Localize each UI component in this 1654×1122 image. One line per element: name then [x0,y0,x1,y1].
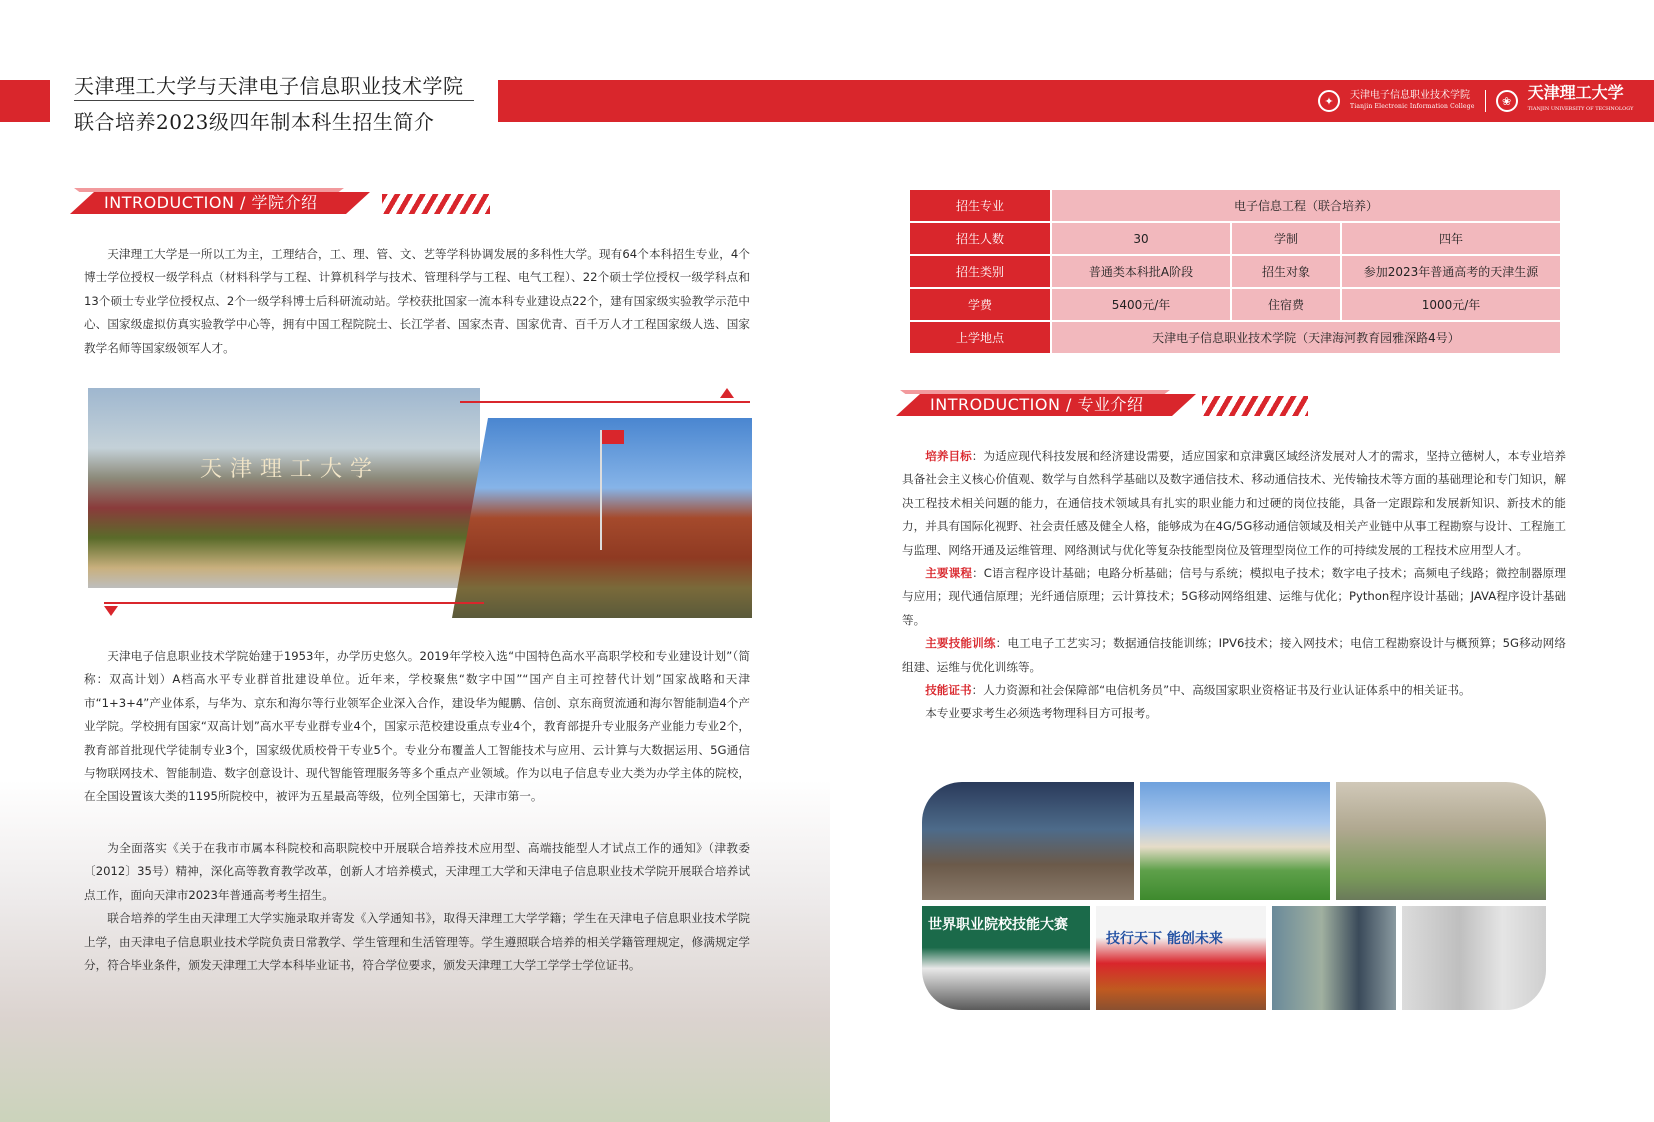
table-cell: 学制 [1231,222,1341,255]
photo-mosaic [922,782,1546,1010]
paragraph-tjut: 天津理工大学是一所以工为主，工理结合，工、理、管、文、艺等学科协调发展的多科性大学。现有64个本科招生专业，4个博士学位授权一级学科点（材料科学与工程、计算机科学与技术、管理科学与工程、电气工程）、22个硕士学位授权一级学科点和13个硕士专业学位授权点、2个一级学科博士后科研流动站。学校获批国家一流本科专业建设点22个，建有国家级实验教学示范中心、国家级虚拟仿真实验教学中心等，拥有中国工程院院士、长江学者、国家杰青、国家优青、百千万人才工程国家级人选、国家教学名师等国家级领军人才。 [84,247,750,355]
header-bar-left [0,80,50,122]
table-cell: 招生对象 [1231,255,1341,288]
paragraph-courses [902,562,1566,632]
triangle-marker-icon [720,388,734,398]
paragraph-policy: 为全面落实《关于在我市市属本科院校和高职院校中开展联合培养技术应用型、高端技能型人才试点工作的通知》（津教委〔2012〕35号）精神，深化高等教育教学改革，创新人才培养模式，天津理工大学和天津电子信息职业技术学院开展联合培养试点工作，面向天津市2023年普通高考考生招生。 [84,841,750,902]
table-row [909,222,1561,255]
college-logo-cn: 天津电子信息职业技术学院 [1350,90,1470,101]
section-title-college: INTRODUCTION / 学院介绍 [104,193,318,212]
university-logo-cn: 天津理工大学 [1527,83,1624,102]
photo-skills-competition [922,906,1090,1010]
college-emblem-icon: ✦ [1318,90,1340,112]
table-row [909,288,1561,321]
section-ribbon-college [70,188,510,218]
college-history-text [84,645,750,809]
table-cell: 30 [1051,222,1231,255]
photo-dormitory [1402,906,1546,1010]
table-row [909,321,1561,354]
header-logos [1318,83,1634,114]
table-header-cell: 招生专业 [909,189,1051,222]
paragraph-skills [902,632,1566,679]
photo-sports-field [1140,782,1330,900]
page-title-line1: 天津理工大学与天津电子信息职业技术学院 [74,74,464,98]
cert-text: ：人力资源和社会保障部“电信机务员”中、高级国家职业资格证书及行业认证体系中的相关证书。 [971,683,1471,698]
photo-training-center [1336,782,1546,900]
photo-classroom [922,782,1134,900]
table-cell: 四年 [1341,222,1561,255]
table-header-cell: 招生人数 [909,222,1051,255]
table-header-cell: 上学地点 [909,321,1051,354]
table-cell: 住宿费 [1231,288,1341,321]
goal-label: 培养目标 [925,449,972,463]
photo-accent-line [460,401,750,403]
photo-team [1096,906,1266,1010]
table-cell: 参加2023年普通高考的天津生源 [1341,255,1561,288]
table-header-cell: 招生类别 [909,255,1051,288]
table-cell: 普通类本科批A阶段 [1051,255,1231,288]
table-cell: 5400元/年 [1051,288,1231,321]
goal-text: ：为适应现代科技发展和经济建设需要，适应国家和京津冀区域经济发展对人才的需求，坚持立德树人，本专业培养具备社会主义核心价值观、数学与自然科学基础以及数字通信技术、移动通信技术、光传输技术等方面的基础理论和专门知识，解决工程技术相关问题的能力，在通信技术领域具有扎实的职业能力和过硬的岗位技能，具备一定跟踪和发展新知识、新技术的能力，并具有国际化视野、社会责任感及健全人格，能够成为在4G/5G移动通信领域及相关产业链中从事工程勘察与设计、工程施工与监理、网络开通及运维管理、网络测试与优化等复杂技能型岗位及管理型岗位工作的可持续发展的工程技术应用型人才。 [902,449,1566,557]
title-divider [74,100,474,101]
page-title-line2: 联合培养2023级四年制本科生招生简介 [74,110,435,134]
section-title-major: INTRODUCTION / 专业介绍 [930,395,1144,414]
triangle-marker-icon [104,606,118,616]
skills-text: ：电工电子工艺实习；数据通信技能训练；IPV6技术；接入网技术；电信工程勘察设计与概预算；5G移动网络组建、运维与优化训练等。 [902,636,1566,674]
paragraph-enrollment: 联合培养的学生由天津理工大学实施录取并寄发《入学通知书》，取得天津理工大学学籍；学生在天津电子信息职业技术学院上学，由天津电子信息职业技术学院负责日常教学、学生管理和生活管理等。学生遵照联合培养的相关学籍管理规定，修满规定学分，符合毕业条件，颁发天津理工大学本科毕业证书，符合学位要求，颁发天津理工大学工学学士学位证书。 [84,911,750,973]
team-banner: 技行天下 能创未来 [1106,931,1223,947]
table-cell: 1000元/年 [1341,288,1561,321]
university-logo-en: TIANJIN UNIVERSITY OF TECHNOLOGY [1527,106,1634,112]
photo-accent-line [104,602,484,604]
table-row [909,189,1561,222]
skills-label: 主要技能训练 [925,636,996,651]
courses-label: 主要课程 [925,566,973,581]
table-cell: 天津电子信息职业技术学院（天津海河教育园雅深路4号） [1051,321,1561,354]
flag-icon [602,430,624,444]
campus-photo-garden [88,388,480,588]
flagpole [600,430,602,550]
ribbon-stripes [382,194,490,214]
college-logo [1350,90,1475,112]
cert-label: 技能证书 [925,683,972,698]
table-cell: 电子信息工程（联合培养） [1051,189,1561,222]
joint-program-text [84,837,750,977]
competition-banner: 世界职业院校技能大赛 [928,917,1068,933]
paragraph-goal [902,445,1566,562]
courses-text: ：C语言程序设计基础；电路分析基础；信号与系统；模拟电子技术；数字电子技术；高频电子线路；微控制器原理与应用；现代通信原理；光纤通信原理；云计算技术；5G移动网络组建、运维与优化；Python程序设计基础；JAVA程序设计基础等。 [902,566,1566,627]
paragraph-note: 本专业要求考生必须选考物理科目方可报考。 [925,706,1158,721]
campus-sign: 天津理工大学 [200,457,381,482]
college-intro-text [84,243,750,360]
university-emblem-icon: ❀ [1496,90,1518,112]
campus-photo-building [452,418,752,618]
logo-divider [1485,90,1486,112]
paragraph-tjeic: 天津电子信息职业技术学院始建于1953年，办学历史悠久。2019年学校入选“中国特色高水平高职学校和专业建设计划”（简称：双高计划）A档高水平专业群首批建设单位。近年来，学校聚焦“数字中国”“国产自主可控替代计划”国家战略和天津市“1+3+4”产业体系，与华为、京东和海尔等行业领军企业深入合作，建设华为鲲鹏、信创、京东商贸流通和海尔智能制造4个产业学院。学校拥有国家“双高计划”高水平专业群专业4个，国家示范校建设重点专业4个，教育部提升专业服务产业能力专业2个，教育部首批现代学徒制专业3个，国家级优质校骨干专业5个。专业分布覆盖人工智能技术与应用、云计算与大数据运用、5G通信与物联网技术、智能制造、数字创意设计、现代智能管理服务等多个重点产业领域。作为以电子信息专业大类为办学主体的院校，在全国设置该大类的1195所院校中，被评为五星最高等级，位列全国第七，天津市第一。 [84,649,750,804]
table-row [909,255,1561,288]
college-logo-en: Tianjin Electronic Information College [1350,103,1475,110]
photo-library [1272,906,1396,1010]
section-ribbon-major [896,390,1336,420]
paragraph-cert [902,679,1566,702]
university-logo [1528,85,1634,117]
admission-info-table [909,189,1561,354]
ribbon-stripes [1202,396,1308,416]
major-intro-text [902,445,1566,726]
table-header-cell: 学费 [909,288,1051,321]
